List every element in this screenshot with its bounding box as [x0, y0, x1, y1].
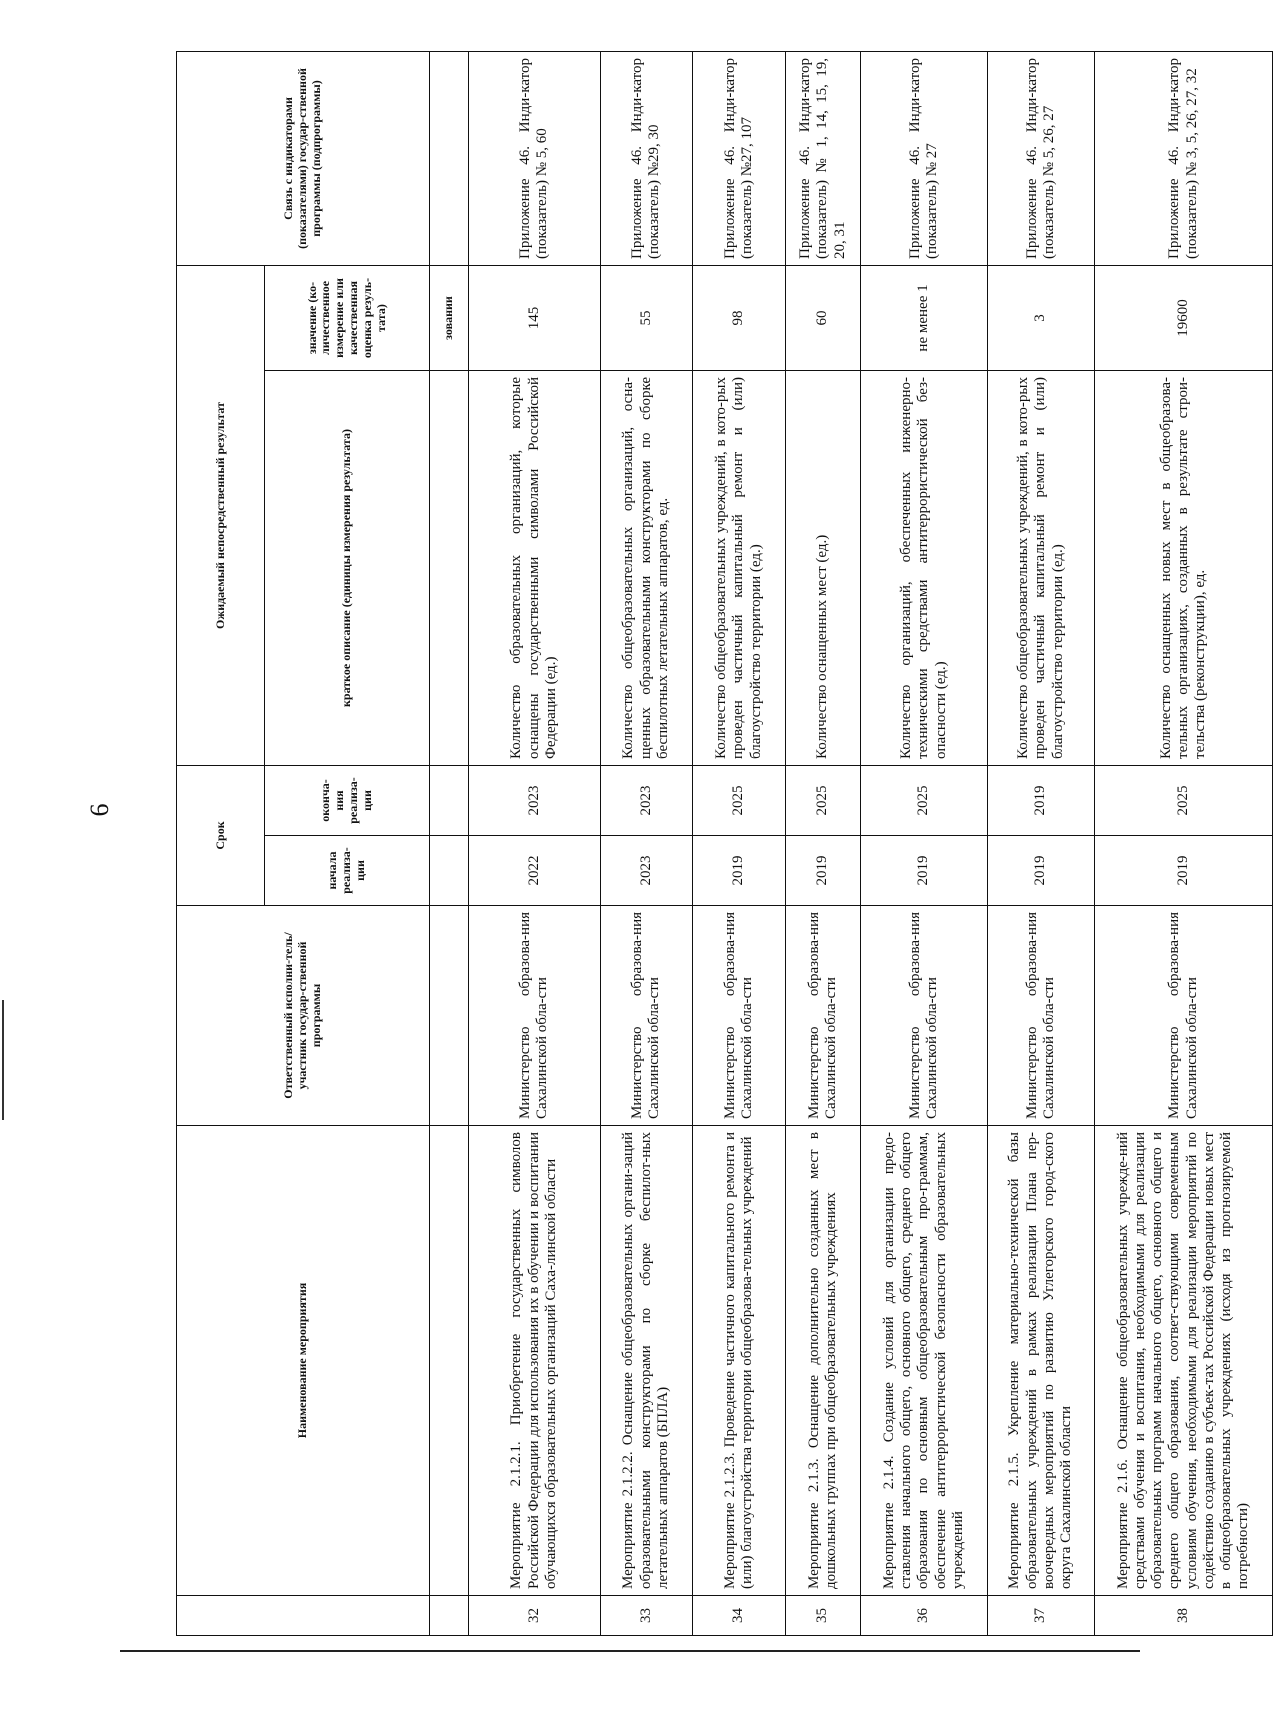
scan-edge-mark [2, 1000, 4, 1120]
row-number: 32 [468, 1596, 600, 1636]
row-link: Приложение 46. Инди-катор (показатель) №29, 30 [600, 51, 693, 265]
row-link: Приложение 46. Инди-катор (показатель) № 27 [861, 51, 988, 265]
table-row [785, 51, 861, 1635]
row-link: Приложение 46. Инди-катор (показатель) № 1, 14, 15, 19, 20, 31 [785, 51, 861, 265]
row-responsible: Министерство образова-ния Сахалинской обла-сти [468, 906, 600, 1126]
header-term-end: оконча-ния реализа-ции [265, 765, 430, 835]
header-responsible: Ответственный исполни-тель/участник государ-ственной программы [177, 906, 430, 1126]
row-desc: Количество образовательных организаций, которые оснащены государственными символами Российской Федерации (ед.) [468, 370, 600, 765]
header-value: значение (ко-личественное измерение или качественная оценка резуль-тата) [265, 265, 430, 370]
row-number: 36 [861, 1596, 988, 1636]
table-row [693, 51, 786, 1635]
row-desc: Количество общеобразовательных учреждений, в кото-рых проведен частичный капитальный ремонт и (или) благоустройство территории (ед.) [693, 370, 786, 765]
row-number: 34 [693, 1596, 786, 1636]
row-start: 2019 [861, 836, 988, 906]
row-name: Мероприятие 2.1.6. Оснащение общеобразовательных учрежде-ний средствами обучения и воспитания, необходимыми для реализации образовательных программ начального общего, основного общего и среднего общего образования, соответ-ствующими современным условиям обучения, необходимыми для реализации мероприятий по содействию созданию в субъек-тах Российской Федерации новых мест в общеобразовательных учреждениях (исходя из прогнозируемой потребности) [1095, 1126, 1273, 1596]
row-start: 2022 [468, 836, 600, 906]
row-responsible: Министерство образова-ния Сахалинской обла-сти [861, 906, 988, 1126]
row-value: 98 [693, 265, 786, 370]
table-row [468, 51, 600, 1635]
header-expected-result: Ожидаемый непосредственный результат [177, 265, 265, 765]
row-start: 2019 [1095, 836, 1273, 906]
row-value: 145 [468, 265, 600, 370]
row-number: 38 [1095, 1596, 1273, 1636]
header-link: Связь с индикаторами (показателями) государ-ственной программы (подпрограммы) [177, 51, 430, 265]
row-desc: Количество оснащенных новых мест в общеобразова-тельных организациях, созданных в результате строи-тельства (реконструкции), ед. [1095, 370, 1273, 765]
header-term: Срок [177, 765, 265, 905]
row-end: 2025 [1095, 765, 1273, 835]
row-number: 33 [600, 1596, 693, 1636]
row-name: Мероприятие 2.1.3. Оснащение дополнительно созданных мест в дошкольных группах при общеобразовательных учреждениях [785, 1126, 861, 1596]
row-start: 2019 [785, 836, 861, 906]
row-responsible: Министерство образова-ния Сахалинской обла-сти [693, 906, 786, 1126]
row-name: Мероприятие 2.1.2.3. Проведение частичного капитального ремонта и (или) благоустройства территории общеобразова-тельных учреждений [693, 1126, 786, 1596]
row-name: Мероприятие 2.1.2.2. Оснащение общеобразовательных органи-заций образовательными конструкторами по сборке беспилот-ных летательных аппаратов (БПЛА) [600, 1126, 693, 1596]
row-link: Приложение 46. Инди-катор (показатель) № 5, 26, 27 [987, 51, 1094, 265]
row-responsible: Министерство образова-ния Сахалинской обла-сти [600, 906, 693, 1126]
table-row [987, 51, 1094, 1635]
row-name: Мероприятие 2.1.5. Укрепление материально-технической базы образовательных учреждений в рамках реализации Плана пер-воочередных мероприятий по развитию Углегорского город-ского округа Сахалинской области [987, 1126, 1094, 1596]
row-value: 3 [987, 265, 1094, 370]
continuation-text: зовании [430, 265, 469, 370]
row-number: 37 [987, 1596, 1094, 1636]
row-link: Приложение 46. Инди-катор (показатель) № 3, 5, 26, 27, 32 [1095, 51, 1273, 265]
row-name: Мероприятие 2.1.4. Создание условий для организации предо-ставления начального общего, основного общего, среднего общего образования по основным общеобразовательным про-граммам, обеспечение антитеррористической безопасности образовательных учреждений [861, 1126, 988, 1596]
row-desc: Количество общеобразовательных организаций, осна-щенных образовательными конструкторами по сборке беспилотных летательных аппаратов, ед. [600, 370, 693, 765]
table-row [861, 51, 988, 1635]
page-number: 6 [85, 803, 114, 817]
row-name: Мероприятие 2.1.2.1. Приобретение государственных символов Российской Федерации для использования их в обучении и воспитании обучающихся образовательных организаций Саха-линской области [468, 1126, 600, 1596]
row-responsible: Министерство образова-ния Сахалинской обла-сти [987, 906, 1094, 1126]
rotated-sheet [176, 52, 1273, 1636]
header-row-1 [177, 51, 265, 1635]
row-end: 2023 [600, 765, 693, 835]
row-desc: Количество организаций, обеспеченных инженерно-техническими средствами антитеррористической без-опасности (ед.) [861, 370, 988, 765]
header-number [177, 1596, 430, 1636]
header-name: Наименование мероприятия [177, 1126, 430, 1596]
table-row [1095, 51, 1273, 1635]
table-row [600, 51, 693, 1635]
row-end: 2023 [468, 765, 600, 835]
row-start: 2019 [987, 836, 1094, 906]
measures-table [176, 51, 1273, 1636]
header-term-start: начала реализа-ции [265, 836, 430, 906]
rotated-table-wrapper [176, 52, 1273, 1636]
row-end: 2025 [785, 765, 861, 835]
row-value: 60 [785, 265, 861, 370]
row-value: 55 [600, 265, 693, 370]
row-value: не менее 1 [861, 265, 988, 370]
row-link: Приложение 46. Инди-катор (показатель) №27, 107 [693, 51, 786, 265]
row-start: 2023 [600, 836, 693, 906]
row-desc: Количество общеобразовательных учреждений, в кото-рых проведен частичный капитальный ремонт и (или) благоустройство территории (ед.) [987, 370, 1094, 765]
row-desc: Количество оснащенных мест (ед.) [785, 370, 861, 765]
header-short-desc: краткое описание (единицы измерения результата) [265, 370, 430, 765]
row-start: 2019 [693, 836, 786, 906]
row-value: 19600 [1095, 265, 1273, 370]
row-end: 2025 [861, 765, 988, 835]
row-number: 35 [785, 1596, 861, 1636]
row-end: 2019 [987, 765, 1094, 835]
row-responsible: Министерство образова-ния Сахалинской обла-сти [785, 906, 861, 1126]
row-responsible: Министерство образова-ния Сахалинской обла-сти [1095, 906, 1273, 1126]
continuation-row [430, 51, 469, 1635]
row-end: 2025 [693, 765, 786, 835]
row-link: Приложение 46. Инди-катор (показатель) № 5, 60 [468, 51, 600, 265]
bottom-scan-rule [120, 1650, 1140, 1652]
